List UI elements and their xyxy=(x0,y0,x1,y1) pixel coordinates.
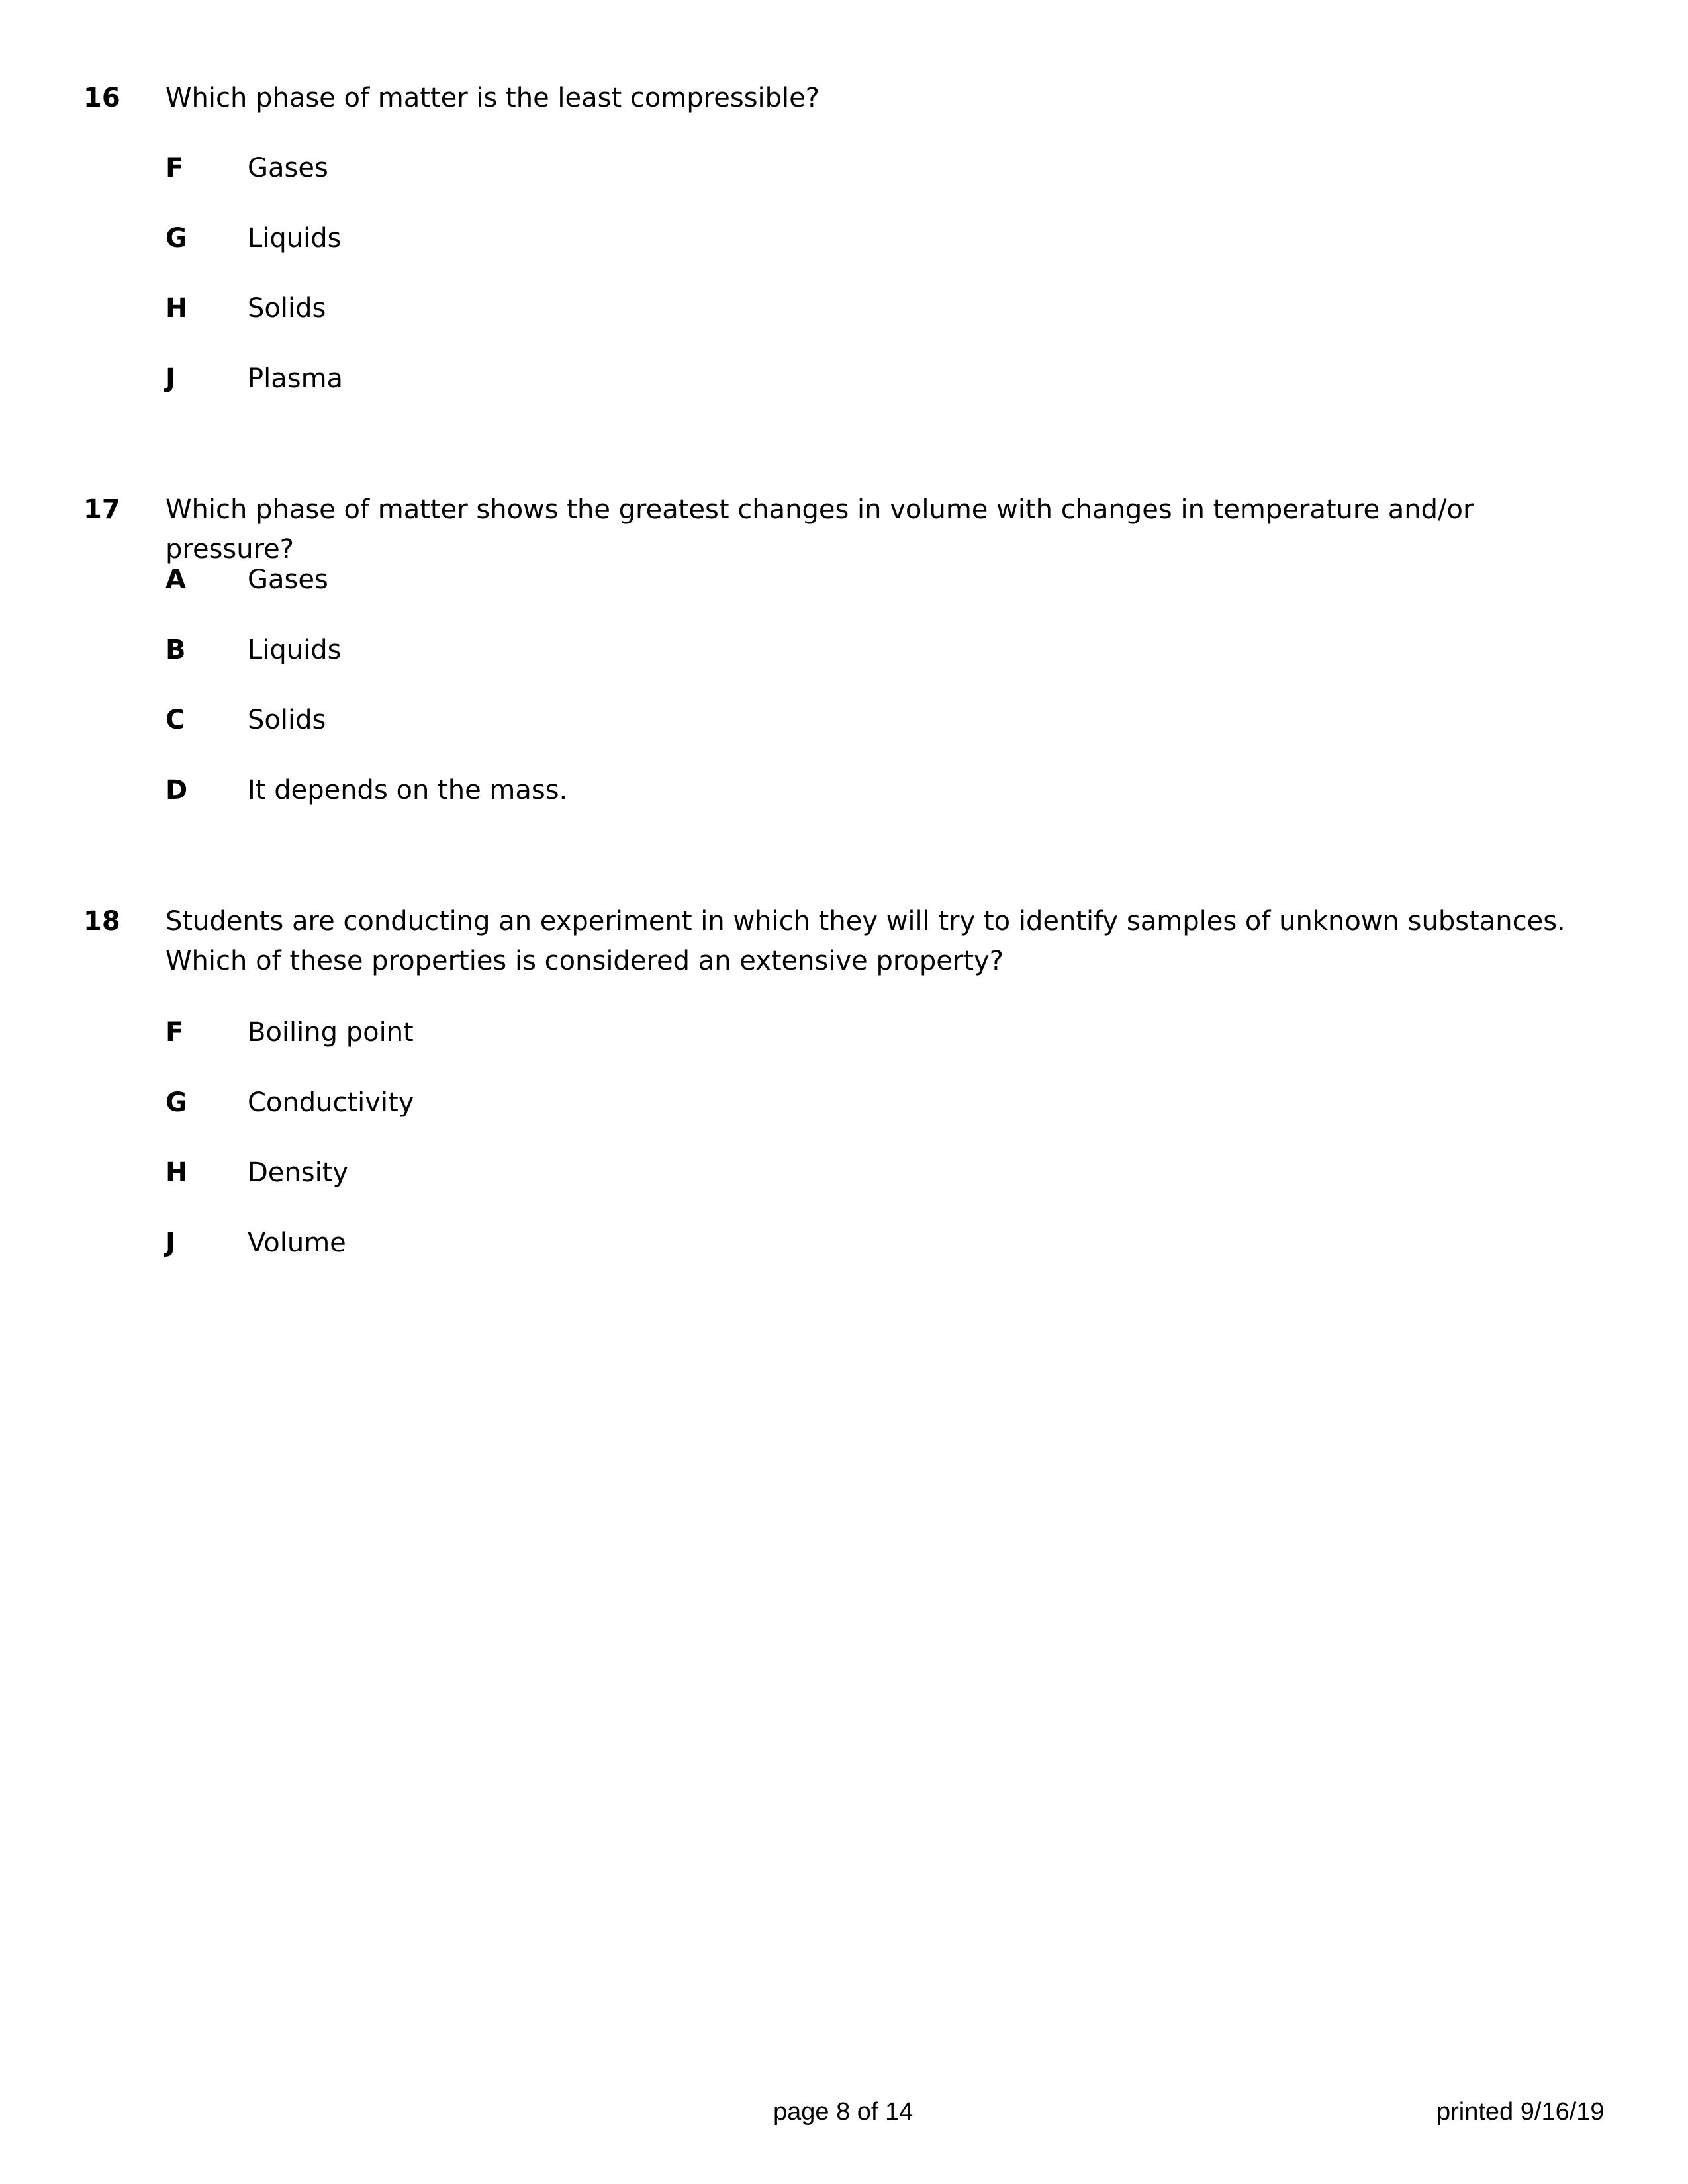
option-letter: G xyxy=(165,1087,187,1118)
option-letter: J xyxy=(165,363,175,394)
option-letter: F xyxy=(165,1017,184,1048)
option-letter: C xyxy=(165,705,185,735)
option-text: Solids xyxy=(248,705,326,735)
answer-option-16-h[interactable] xyxy=(0,289,1688,328)
option-text: Plasma xyxy=(248,363,344,394)
question-text: Which phase of matter shows the greatest changes in volume with changes in temperature and/or pressure? xyxy=(165,494,1474,565)
answer-option-17-d[interactable] xyxy=(0,770,1688,810)
option-text: Liquids xyxy=(248,223,342,253)
option-letter: A xyxy=(165,565,186,595)
question-text: Which phase of matter is the least compressible? xyxy=(165,83,820,113)
answer-option-18-g[interactable] xyxy=(0,1083,1688,1122)
option-text: Liquids xyxy=(248,635,342,665)
page-number: page 8 of 14 xyxy=(773,2098,914,2126)
answer-option-18-h[interactable] xyxy=(0,1153,1688,1193)
answer-option-18-j[interactable] xyxy=(0,1223,1688,1263)
option-text: It depends on the mass. xyxy=(248,775,568,805)
answer-option-17-b[interactable] xyxy=(0,630,1688,670)
option-letter: G xyxy=(165,223,187,253)
option-text: Boiling point xyxy=(248,1017,414,1048)
answer-option-16-f[interactable] xyxy=(0,148,1688,188)
question-number: 16 xyxy=(83,83,120,113)
answer-option-16-j[interactable] xyxy=(0,359,1688,398)
option-letter: B xyxy=(165,635,186,665)
option-text: Volume xyxy=(248,1228,346,1258)
option-letter: H xyxy=(165,1158,188,1188)
question-number: 18 xyxy=(83,906,120,936)
option-text: Conductivity xyxy=(248,1087,414,1118)
answer-option-17-c[interactable] xyxy=(0,700,1688,740)
option-letter: H xyxy=(165,293,188,324)
option-letter: D xyxy=(165,775,188,805)
question-text: Students are conducting an experiment in which they will try to identify samples of unknown substances. Which of these properties is considered an extensive property? xyxy=(165,906,1566,976)
option-text: Density xyxy=(248,1158,349,1188)
option-text: Solids xyxy=(248,293,326,324)
answer-option-17-a[interactable] xyxy=(0,560,1688,600)
answer-option-16-g[interactable] xyxy=(0,218,1688,258)
option-text: Gases xyxy=(248,153,328,183)
option-letter: J xyxy=(165,1228,175,1258)
option-text: Gases xyxy=(248,565,328,595)
question-number: 17 xyxy=(83,494,120,525)
option-letter: F xyxy=(165,153,184,183)
answer-option-18-f[interactable] xyxy=(0,1013,1688,1052)
printed-date: printed 9/16/19 xyxy=(1436,2098,1605,2126)
